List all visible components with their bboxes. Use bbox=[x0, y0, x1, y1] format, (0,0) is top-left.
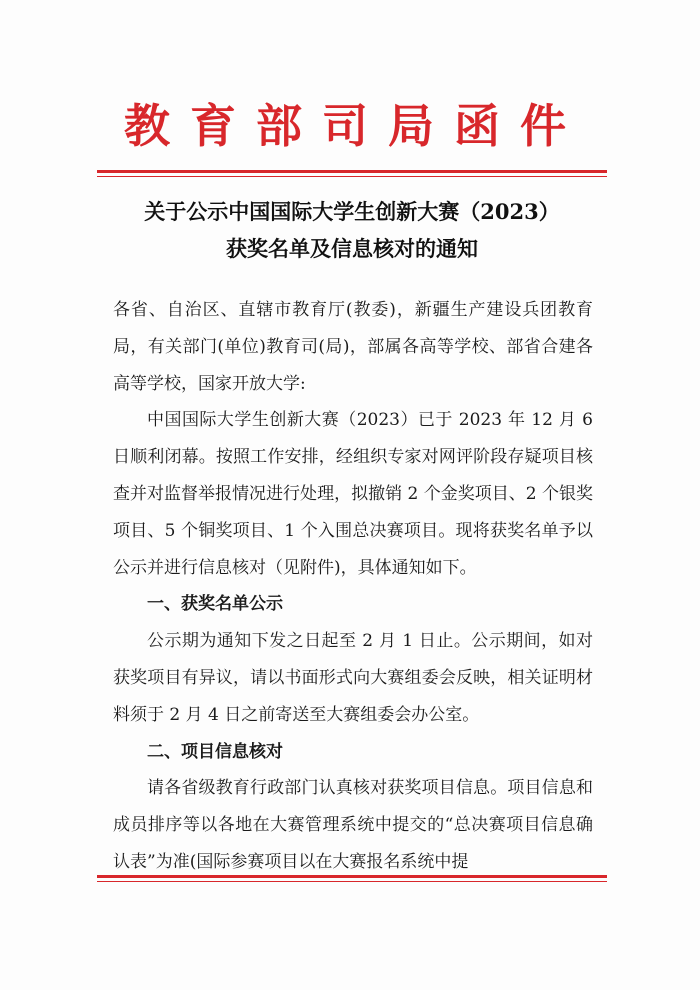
section-2-text: 请各省级教育行政部门认真核对获奖项目信息。项目信息和成员排序等以各地在大赛管理系统中提交的“总决赛项目信息确认表”为准(国际参赛项目以在大赛报名系统中提 bbox=[113, 778, 593, 872]
salutation: 各省、自治区、直辖市教育厅(教委)，新疆生产建设兵团教育局，有关部门(单位)教育司(局)，部属各高等学校、部省合建各高等学校，国家开放大学: bbox=[113, 300, 593, 394]
header-rule-thin bbox=[97, 176, 607, 177]
section-1-text: 公示期为通知下发之日起至 2 月 1 日止。公示期间，如对获奖项目有异议，请以书面形式向大赛组委会反映，相关证明材料须于 2 月 4 日之前寄送至大赛组委会办公室。 bbox=[113, 631, 593, 725]
footer-rule-thick bbox=[97, 875, 607, 878]
section-1-heading: 一、获奖名单公示 bbox=[147, 594, 283, 615]
document-body bbox=[113, 292, 593, 881]
section-2-heading: 二、项目信息核对 bbox=[147, 741, 283, 762]
header-rule-thick bbox=[97, 170, 607, 173]
paragraph-intro: 中国国际大学生创新大赛（2023）已于 2023 年 12 月 6 日顺利闭幕。按照工作安排，经组织专家对网评阶段存疑项目核查并对监督举报情况进行处理，拟撤销 2 个金奖项目、2 个银奖项目、5 个铜奖项目、1 个入围总决赛项目。现将获奖名单予以公示并进行信息核对（见附件)，具体通知如下。 bbox=[113, 410, 593, 578]
masthead-title: 教育部司局函件 bbox=[124, 99, 586, 153]
footer-rule-thin bbox=[97, 881, 607, 882]
document-title-line-1: 关于公示中国国际大学生创新大赛（2023） bbox=[144, 199, 560, 224]
document-title-line-2: 获奖名单及信息核对的通知 bbox=[226, 236, 478, 261]
